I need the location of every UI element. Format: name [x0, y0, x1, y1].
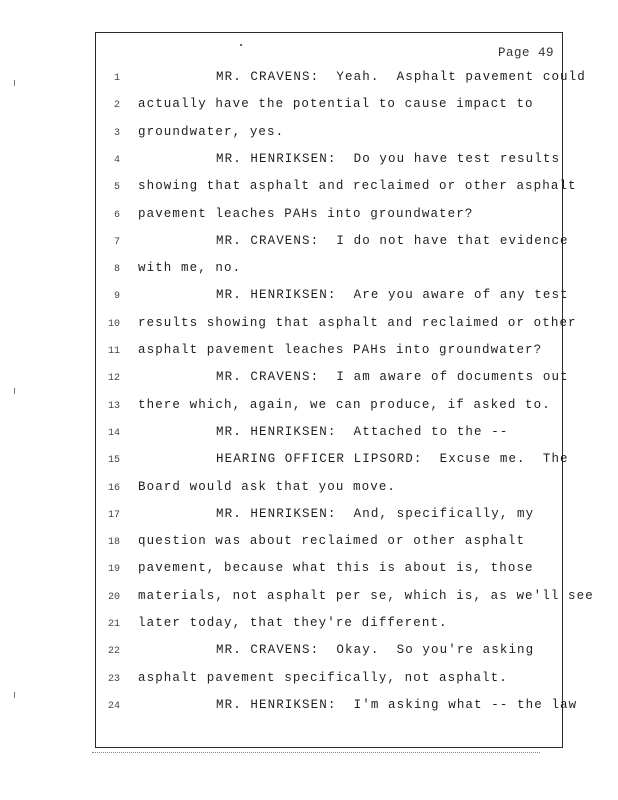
- line-number: 23: [107, 673, 120, 685]
- line-number: 5: [113, 182, 120, 194]
- transcript-line: [96, 697, 578, 718]
- transcript-line: [96, 207, 562, 227]
- transcript-line: [96, 152, 562, 172]
- transcript-line: [96, 425, 562, 445]
- line-text: later today, that they're different.: [138, 616, 448, 630]
- footer-rule: [92, 752, 540, 753]
- line-number: 22: [107, 646, 120, 658]
- transcript-line: [96, 97, 562, 117]
- transcript-line: [96, 343, 562, 363]
- line-number: 6: [113, 209, 120, 221]
- line-number: 14: [107, 427, 120, 439]
- line-text: pavement leaches PAHs into groundwater?: [138, 206, 474, 221]
- line-text: pavement, because what this is about is, those: [138, 561, 534, 576]
- transcript-line: [96, 179, 577, 199]
- line-number: 19: [107, 564, 120, 576]
- line-text: there which, again, we can produce, if asked to.: [138, 397, 551, 412]
- transcript-line: [96, 315, 577, 336]
- line-number: 15: [107, 455, 120, 467]
- line-number: 3: [113, 127, 120, 139]
- transcript-line: [96, 233, 569, 254]
- line-number: 4: [113, 154, 120, 166]
- transcript-line: [96, 125, 562, 145]
- line-number: 7: [113, 236, 120, 248]
- line-number: 11: [107, 346, 120, 357]
- line-text: with me, no.: [138, 261, 242, 276]
- binding-mark: [14, 692, 18, 698]
- transcript-line: [96, 643, 562, 663]
- scan-speck: [240, 44, 242, 46]
- transcript-line: [96, 261, 562, 281]
- binding-mark: [14, 80, 18, 86]
- line-number: 8: [113, 264, 120, 276]
- line-number: 1: [113, 73, 120, 84]
- line-text: MR. HENRIKSEN: And, specifically, my: [216, 506, 535, 521]
- line-number: 16: [107, 482, 120, 494]
- transcript-line: [96, 507, 562, 527]
- transcript-line: [96, 452, 569, 472]
- line-text: MR. HENRIKSEN: Do you have test results: [216, 151, 561, 166]
- line-text: MR. HENRIKSEN: Attached to the --: [216, 424, 509, 439]
- line-text: MR. CRAVENS: Yeah. Asphalt pavement could: [216, 70, 586, 84]
- transcript-line: [96, 288, 569, 308]
- transcript-line: [96, 616, 562, 636]
- transcript-line: [96, 480, 562, 500]
- transcript-line: [96, 534, 562, 554]
- line-text: actually have the potential to cause impact to: [138, 97, 534, 112]
- transcript-line: [96, 370, 569, 390]
- transcript-line: [96, 671, 562, 691]
- line-text: MR. HENRIKSEN: Are you aware of any test: [216, 288, 569, 303]
- line-text: question was about reclaimed or other asphalt: [138, 534, 526, 549]
- line-number: 17: [107, 509, 120, 521]
- binding-mark: [14, 388, 18, 394]
- line-number: 13: [107, 400, 120, 412]
- line-text: results showing that asphalt and reclaimed or other: [138, 315, 577, 330]
- line-number: 9: [113, 291, 120, 303]
- line-text: showing that asphalt and reclaimed or other asphalt: [138, 179, 577, 194]
- line-text: HEARING OFFICER LIPSORD: Excuse me. The: [216, 452, 569, 467]
- line-text: MR. HENRIKSEN: I'm asking what -- the law: [216, 697, 578, 712]
- line-text: materials, not asphalt per se, which is, as we'll see: [138, 588, 594, 603]
- line-text: MR. CRAVENS: I do not have that evidence: [216, 233, 569, 248]
- line-number: 12: [107, 373, 120, 385]
- transcript-line: [96, 588, 594, 609]
- page-number: Page 49: [497, 46, 554, 60]
- line-number: 18: [107, 537, 120, 549]
- line-text: MR. CRAVENS: I am aware of documents out: [216, 370, 569, 385]
- line-text: Board would ask that you move.: [138, 479, 397, 494]
- line-text: groundwater, yes.: [138, 124, 285, 139]
- line-number: 20: [107, 591, 120, 603]
- transcript-line: [96, 70, 586, 90]
- line-number: 10: [107, 318, 120, 330]
- transcript-line: [96, 561, 562, 581]
- line-text: MR. CRAVENS: Okay. So you're asking: [216, 643, 535, 658]
- line-number: 21: [107, 619, 120, 630]
- line-text: asphalt pavement leaches PAHs into groundwater?: [138, 343, 543, 357]
- line-number: 2: [113, 100, 120, 112]
- line-text: asphalt pavement specifically, not asphalt.: [138, 670, 508, 685]
- transcript-page: [95, 32, 594, 748]
- transcript-line: [96, 398, 562, 418]
- line-number: 24: [107, 700, 120, 712]
